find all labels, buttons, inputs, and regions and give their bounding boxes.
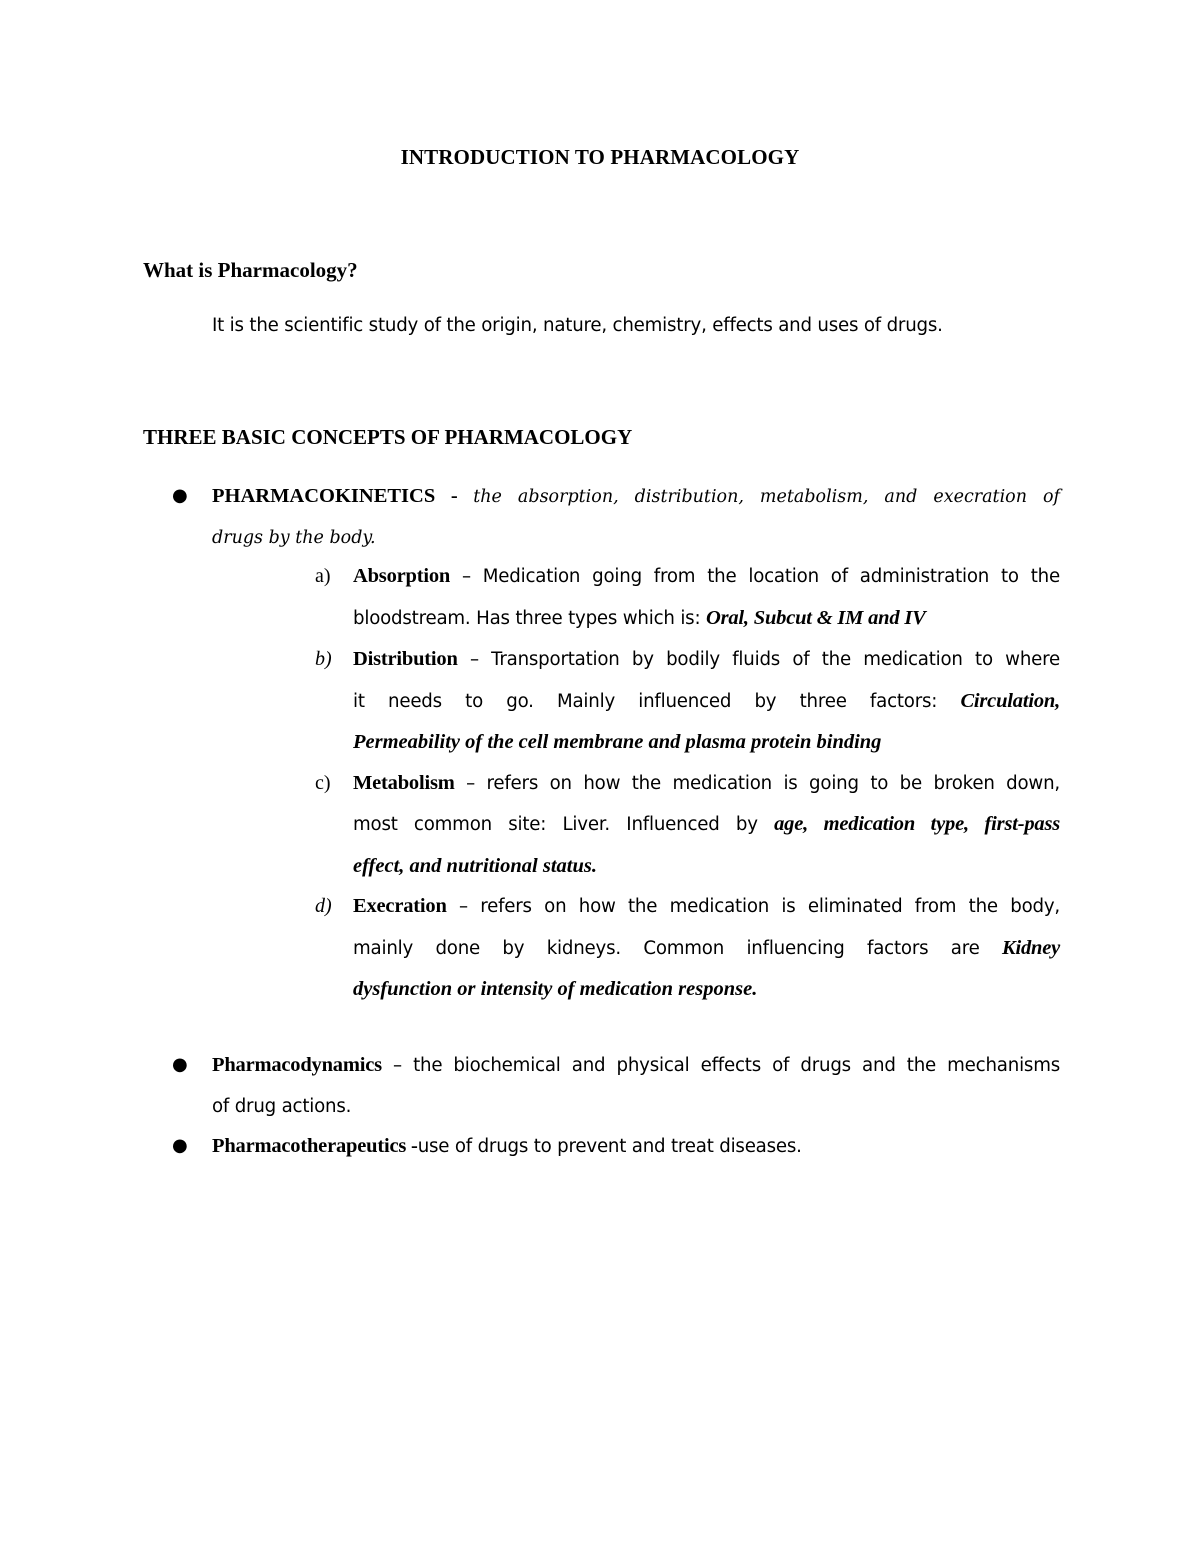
subtopic-emphasis: Oral, Subcut & IM and IV bbox=[705, 606, 926, 629]
document-title: INTRODUCTION TO PHARMACOLOGY bbox=[400, 145, 800, 169]
subtopic-line bbox=[353, 928, 1060, 970]
subtopic-line bbox=[353, 681, 1060, 723]
subtopic-line bbox=[353, 556, 1060, 598]
subtopic-marker: c) bbox=[315, 771, 331, 794]
concept-line bbox=[212, 1045, 1060, 1087]
subtopic-emphasis-cont: dysfunction or intensity of medication response. bbox=[353, 978, 758, 1000]
pharmacology-definition: It is the scientific study of the origin, nature, chemistry, effects and uses of drugs. bbox=[212, 315, 943, 336]
concepts-heading: THREE BASIC CONCEPTS OF PHARMACOLOGY bbox=[143, 425, 633, 449]
concept-pharmacodynamics bbox=[172, 1045, 1060, 1127]
bullet-icon: ● bbox=[172, 1054, 188, 1075]
subtopic-term: Absorption bbox=[353, 565, 451, 587]
concept-line bbox=[212, 476, 1060, 518]
subtopic-emphasis: Circulation, bbox=[960, 689, 1060, 712]
subtopic-marker: d) bbox=[315, 895, 332, 917]
what-is-heading: What is Pharmacology? bbox=[143, 258, 358, 282]
subtopic-term: Metabolism bbox=[353, 771, 455, 794]
concept-description-cont: drugs by the body. bbox=[212, 527, 376, 548]
concept-description: the biochemical and physical effects of drugs and the mechanisms bbox=[413, 1055, 1060, 1076]
subtopic-text: mainly done by kidneys. Common influencing factors are bbox=[353, 937, 1002, 959]
concept-pharmacokinetics bbox=[172, 476, 1061, 558]
subtopic-line bbox=[353, 763, 1060, 805]
subtopic-text: – Transportation by bodily fluids of the medication to where bbox=[457, 649, 1060, 670]
bullet-icon: ● bbox=[172, 1135, 188, 1156]
bullet-icon: ● bbox=[172, 485, 188, 506]
subtopic-distribution bbox=[315, 639, 1060, 763]
subtopic-text: bloodstream. Has three types which is: bbox=[353, 607, 706, 629]
subtopic-line bbox=[353, 639, 1060, 681]
concept-term: Pharmacotherapeutics bbox=[212, 1135, 407, 1157]
subtopic-text: – refers on how the medication is eliminated from the body, bbox=[446, 896, 1060, 917]
concept-separator: - bbox=[435, 485, 474, 507]
subtopic-line bbox=[353, 804, 1060, 846]
subtopic-marker: a) bbox=[315, 565, 331, 587]
subtopic-absorption bbox=[315, 556, 1060, 639]
subtopic-line bbox=[353, 886, 1060, 928]
concept-pharmacotherapeutics bbox=[172, 1126, 1060, 1168]
pharmacokinetics-subtopics bbox=[315, 556, 1060, 1010]
subtopic-emphasis-cont: effect, and nutritional status. bbox=[353, 854, 597, 877]
concept-term: PHARMACOKINETICS bbox=[212, 485, 436, 507]
concept-description-cont: of drug actions. bbox=[212, 1095, 352, 1117]
subtopic-execration bbox=[315, 886, 1060, 1010]
subtopic-line bbox=[353, 598, 1060, 640]
subtopic-term: Distribution bbox=[353, 648, 458, 670]
concept-line bbox=[212, 1126, 1060, 1168]
concept-separator: – bbox=[381, 1055, 414, 1076]
subtopic-emphasis: age, medication type, first-pass bbox=[774, 813, 1060, 835]
concept-description: use of drugs to prevent and treat diseases. bbox=[417, 1136, 802, 1157]
concept-description: the absorption, distribution, metabolism, and execration of bbox=[473, 487, 1061, 507]
subtopic-text: it needs to go. Mainly influenced by three factors: bbox=[353, 690, 961, 712]
subtopic-metabolism bbox=[315, 763, 1060, 887]
subtopic-emphasis: Kidney bbox=[1001, 936, 1060, 959]
subtopic-text: – Medication going from the location of administration to the bbox=[450, 566, 1060, 587]
subtopic-marker: b) bbox=[315, 648, 332, 670]
subtopic-text: most common site: Liver. Influenced by bbox=[353, 814, 775, 835]
subtopic-text: – refers on how the medication is going to be broken down, bbox=[454, 772, 1060, 794]
concept-term: Pharmacodynamics bbox=[212, 1054, 382, 1076]
subtopic-emphasis-cont: Permeability of the cell membrane and plasma protein binding bbox=[353, 731, 882, 753]
subtopic-term: Execration bbox=[353, 895, 447, 917]
concept-separator: - bbox=[406, 1135, 418, 1157]
